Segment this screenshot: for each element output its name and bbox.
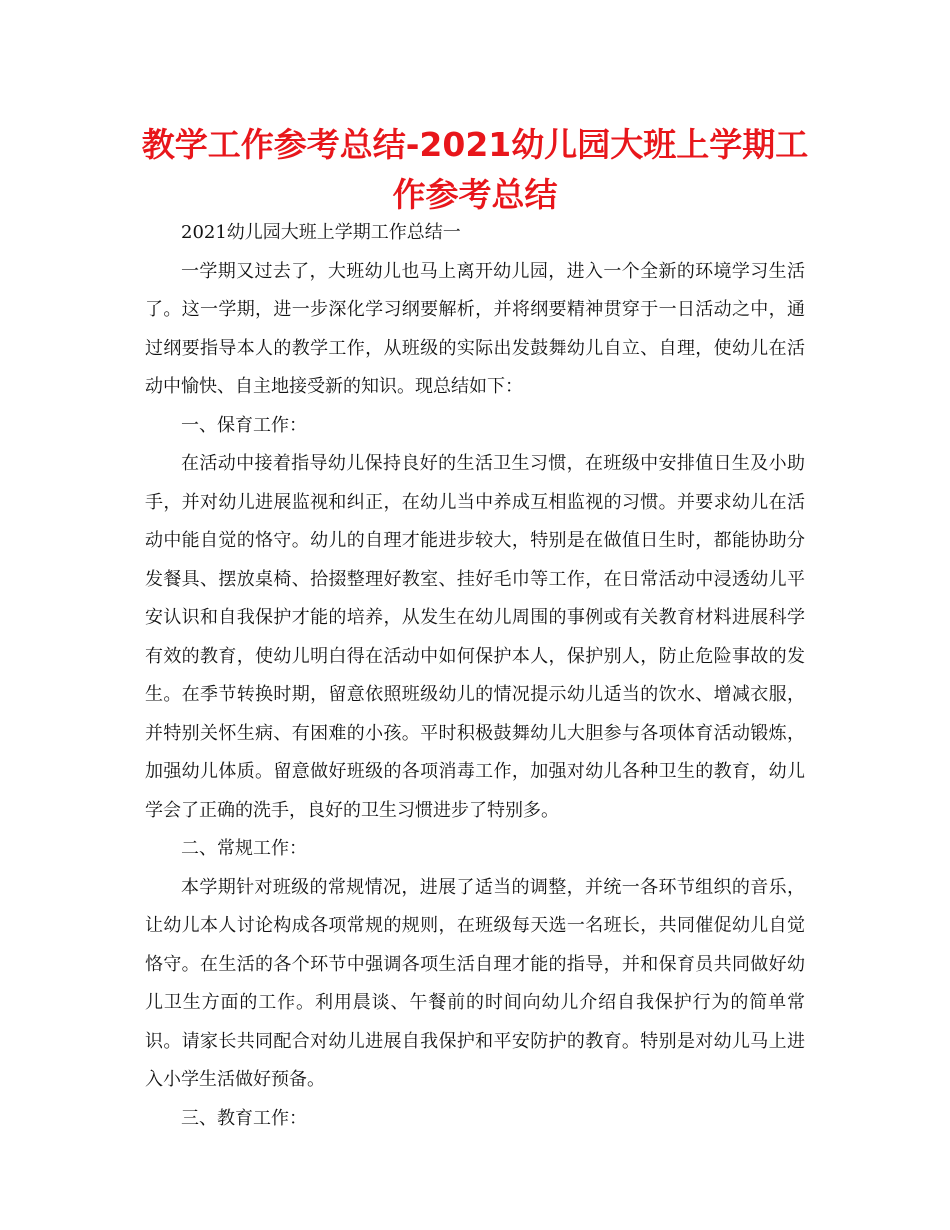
routine-paragraph: 本学期针对班级的常规情况，进展了适当的调整，并统一各环节组织的音乐，让幼儿本人讨论构成各项常规的规则，在班级每天选一名班长，共同催促幼儿自觉恪守。在生活的各个环节中强调各项生活自理才能的指导，并和保育员共同做好幼儿卫生方面的工作。利用晨谈、午餐前的时间向幼儿介绍自我保护行为的简单常识。请家长共同配合对幼儿进展自我保护和平安防护的教育。特别是对幼儿马上进入小学生活做好预备。 bbox=[145, 876, 805, 1090]
document-title: 教学工作参考总结-2021幼儿园大班上学期工作参考总结 bbox=[141, 125, 809, 214]
subtitle-paragraph: 2021幼儿园大班上学期工作总结一 bbox=[181, 222, 461, 243]
section-heading-education: 三、教育工作： bbox=[181, 1107, 307, 1129]
document-body bbox=[145, 214, 805, 1138]
care-paragraph: 在活动中接着指导幼儿保持良好的生活卫生习惯，在班级中安排值日生及小助手，并对幼儿进展监视和纠正，在幼儿当中养成互相监视的习惯。并要求幼儿在活动中能自觉的恪守。幼儿的自理才能进步较大，特别是在做值日生时，都能协助分发餐具、摆放桌椅、拾掇整理好教室、挂好毛巾等工作，在日常活动中浸透幼儿平安认识和自我保护才能的培养，从发生在幼儿周围的事例或有关教育材料进展科学有效的教育，使幼儿明白得在活动中如何保护本人，保护别人，防止危险事故的发生。在季节转换时期，留意依照班级幼儿的情况提示幼儿适当的饮水、增减衣服，并特别关怀生病、有困难的小孩。平时积极鼓舞幼儿大胆参与各项体育活动锻炼，加强幼儿体质。留意做好班级的各项消毒工作，加强对幼儿各种卫生的教育，幼儿学会了正确的洗手，良好的卫生习惯进步了特别多。 bbox=[145, 453, 805, 821]
section-heading-routine: 二、常规工作： bbox=[181, 838, 307, 859]
intro-paragraph: 一学期又过去了，大班幼儿也马上离开幼儿园，进入一个全新的环境学习生活了。这一学期，进一步深化学习纲要解析，并将纲要精神贯穿于一日活动之中，通过纲要指导本人的教学工作，从班级的实际出发鼓舞幼儿自立、自理，使幼儿在活动中愉快、自主地接受新的知识。现总结如下： bbox=[145, 260, 805, 397]
section-heading-care: 一、保育工作： bbox=[181, 414, 307, 436]
